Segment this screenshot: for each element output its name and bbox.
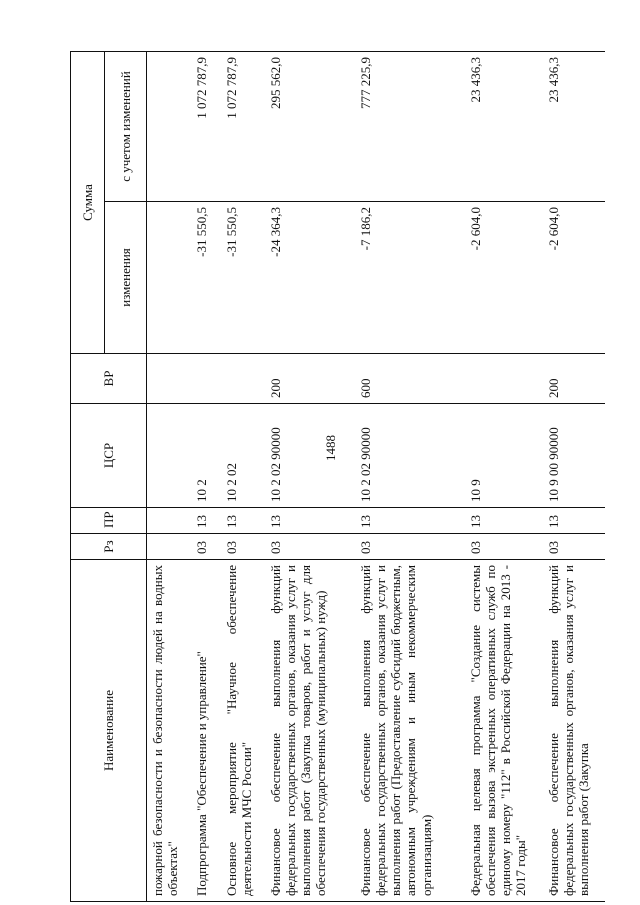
row-csr: 10 2 02 90000 [355,404,465,508]
row-name: Финансовое обеспечение выполнения функций федеральных государственных органов, оказания услуг и выполнения работ (Закупка товаров, работ и услуг для обеспечения государственных (муниципальных) нужд) [265,560,355,902]
row-name: Основное мероприятие "Научное обеспечение деятельности МЧС России" [221,560,265,902]
budget-table [70,51,605,902]
row-vr [147,354,191,404]
row-pr: 13 [221,508,265,534]
row-csr: 10 2 [191,404,221,508]
row-rz: 03 [355,534,465,560]
row-pr: 13 [465,508,543,534]
row-total: 23 436,3 [465,52,543,202]
row-name: Финансовое обеспечение выполнения функций федеральных государственных органов, оказания услуг и выполнения работ (Предоставление субсидий бюджетным, автономным учреждениям и иным некоммерческим организациям) [355,560,465,902]
row-vr: 200 [543,354,605,404]
header-changes: изменения [105,202,147,354]
row-pr: 13 [265,508,355,534]
row-csr: 10 9 [465,404,543,508]
row-change: -7 186,2 [355,202,465,354]
row-csr: 10 9 00 90000 [543,404,605,508]
row-pr: 13 [191,508,221,534]
row-rz [147,534,191,560]
header-with-changes: с учетом изменений [105,52,147,202]
row-rz: 03 [265,534,355,560]
row-rz: 03 [221,534,265,560]
row-pr: 13 [355,508,465,534]
row-rz: 03 [465,534,543,560]
table-row [191,52,221,902]
header-vr: ВР [71,354,147,404]
budget-table-rotated [70,52,610,902]
row-change [147,202,191,354]
row-csr [147,404,191,508]
header-sum: Сумма [71,52,105,354]
page-number: 1488 [323,435,338,461]
table-row [543,52,605,902]
row-change: -2 604,0 [465,202,543,354]
row-vr [465,354,543,404]
table-row [221,52,265,902]
table-row [355,52,465,902]
row-change: -31 550,5 [191,202,221,354]
row-csr: 10 2 02 90000 [265,404,355,508]
table-row [147,52,191,902]
row-name: Подпрограмма "Обеспечение и управление" [191,560,221,902]
row-total: 295 562,0 [265,52,355,202]
row-total: 1 072 787,9 [221,52,265,202]
table-header [71,52,147,902]
row-vr: 200 [265,354,355,404]
row-name: пожарной безопасности и безопасности людей на водных объектах" [147,560,191,902]
row-rz: 03 [543,534,605,560]
header-name: Наименование [71,560,147,902]
row-total [147,52,191,202]
row-csr: 10 2 02 [221,404,265,508]
row-total: 1 072 787,9 [191,52,221,202]
row-vr [221,354,265,404]
row-rz: 03 [191,534,221,560]
row-change: -24 364,3 [265,202,355,354]
table-row [465,52,543,902]
table-row [265,52,355,902]
row-name: Федеральная целевая программа "Создание системы обеспечения вызова экстренных оперативных служб по единому номеру "112" в Российской Федерации на 2013 - 2017 годы" [465,560,543,902]
row-total: 777 225,9 [355,52,465,202]
row-change: -2 604,0 [543,202,605,354]
row-change: -31 550,5 [221,202,265,354]
row-vr: 600 [355,354,465,404]
row-name: Финансовое обеспечение выполнения функций федеральных государственных органов, оказания услуг и выполнения работ (Закупка [543,560,605,902]
row-vr [191,354,221,404]
header-csr: ЦСР [71,404,147,508]
header-pr: ПР [71,508,147,534]
header-rz: Рз [71,534,147,560]
row-total: 23 436,3 [543,52,605,202]
row-pr: 13 [543,508,605,534]
row-pr [147,508,191,534]
